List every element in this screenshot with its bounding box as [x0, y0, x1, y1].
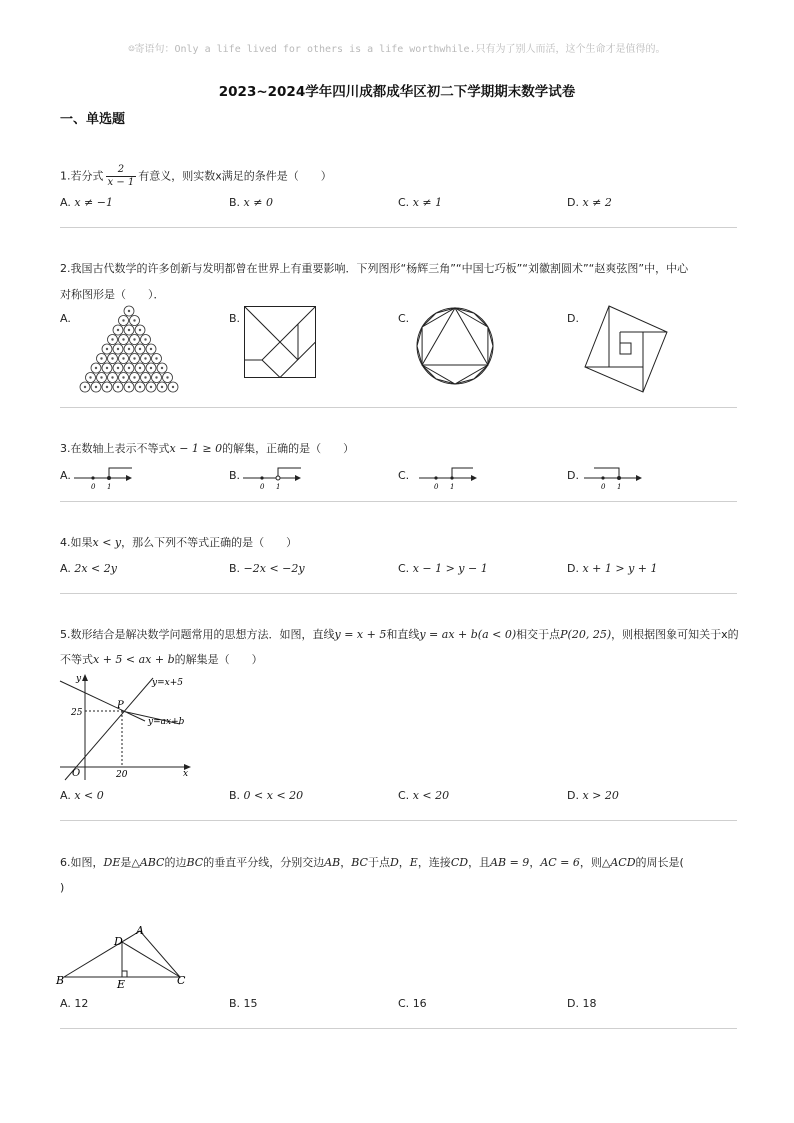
yanghui-cell-dot: [111, 376, 113, 378]
question-5: [60, 627, 738, 668]
q6-line-1: [60, 855, 738, 871]
yanghui-cell-dot: [128, 310, 130, 312]
option-letter: C.: [398, 997, 410, 1010]
yanghui-cell-dot: [144, 376, 146, 378]
yanghui-cell-dot: [117, 386, 119, 388]
q6-line-2: ): [60, 881, 65, 894]
q1-suffix: 有意义，则实数x满足的条件是（ ）: [138, 169, 332, 183]
q3-numberline-a: [74, 465, 134, 491]
q6-text: 是△: [120, 856, 140, 869]
line-y-x-plus-5: [65, 678, 153, 780]
line2-label: y=ax+b: [148, 717, 185, 727]
tangram-line: [262, 307, 316, 361]
option-letter: B.: [229, 789, 241, 802]
option-value: x + 1 > y + 1: [582, 562, 658, 575]
yanghui-cell-dot: [95, 367, 97, 369]
option-letter: D.: [567, 562, 579, 575]
liuhui-circle-figure: [414, 305, 496, 387]
q6-text: ，且: [468, 856, 491, 869]
q5-text: ，则根据图象可知关于x的: [611, 628, 739, 641]
point-e-label: E: [117, 978, 126, 991]
q6-option-b[interactable]: [229, 997, 258, 1010]
yanghui-cell-dot: [150, 367, 152, 369]
q6-math: CD: [450, 856, 469, 869]
option-value: −2x < −2y: [243, 562, 305, 575]
option-value: x ≠ 2: [582, 196, 612, 209]
q2-option-d[interactable]: D.: [567, 312, 579, 325]
question-1: [60, 164, 738, 189]
y-axis-label: y: [76, 674, 82, 684]
tick-label: 0: [601, 483, 606, 491]
yanghui-cell-dot: [128, 329, 130, 331]
option-value: x − 1 > y − 1: [412, 562, 488, 575]
yanghui-cell-dot: [139, 367, 141, 369]
q6-text: ，: [398, 856, 410, 869]
divider: [60, 820, 737, 821]
q6-math: BC: [186, 856, 204, 869]
yanghui-cell-dot: [144, 338, 146, 340]
segment-cd: [122, 942, 180, 977]
option-letter: C.: [398, 789, 410, 802]
q1-prefix: 1.若分式: [60, 169, 104, 183]
yanghui-cell-dot: [100, 376, 102, 378]
q6-math: D: [389, 856, 399, 869]
q5-line-2: [60, 652, 738, 668]
vertex-b-label: B: [56, 974, 65, 987]
q3-option-d[interactable]: D.: [567, 469, 579, 482]
q3-suffix: 的解集，正确的是（ ）: [222, 442, 355, 455]
q4-math: x < y: [92, 536, 122, 549]
yanghui-cell-dot: [122, 338, 124, 340]
yanghui-cell-dot: [150, 348, 152, 350]
yanghui-triangle-figure: [75, 304, 185, 394]
option-letter: C.: [398, 562, 410, 575]
point-p-label: P: [117, 700, 124, 711]
option-value: x < 0: [74, 789, 104, 802]
q5-option-c[interactable]: [398, 789, 449, 802]
q4-option-d[interactable]: [567, 562, 658, 575]
yanghui-cell-dot: [117, 329, 119, 331]
option-value: 18: [582, 997, 597, 1010]
option-letter: A.: [60, 196, 71, 209]
section-heading: 一、单选题: [60, 112, 126, 127]
y-arrow-icon: [82, 674, 88, 681]
yanghui-cell-dot: [161, 386, 163, 388]
q4-prefix: 4.如果: [60, 536, 93, 549]
option-letter: B.: [229, 562, 241, 575]
q4-option-a[interactable]: [60, 562, 117, 575]
yanghui-cell-dot: [84, 386, 86, 388]
inscribed-hexagon: [422, 308, 488, 384]
option-value: x ≠ 1: [412, 196, 443, 209]
q5-text: 不等式: [60, 653, 93, 666]
q6-math: DE: [103, 856, 121, 869]
yanghui-cell-dot: [133, 376, 135, 378]
q1-option-c[interactable]: [398, 196, 442, 209]
inner-square: [620, 343, 631, 354]
option-value: x ≠ −1: [74, 196, 113, 209]
q2-line-2: 对称图形是（ ）．: [60, 288, 165, 301]
vertex-a-label: A: [136, 924, 144, 937]
q5-text: 和直线: [386, 628, 420, 641]
option-value: x > 20: [582, 789, 619, 802]
q5-line-1: [60, 627, 738, 643]
question-4: [60, 535, 738, 551]
q3-option-b[interactable]: B.: [229, 469, 241, 482]
q5-text: 的解集是（ ）: [174, 653, 263, 666]
tick-label: 0: [434, 483, 439, 491]
question-2: [60, 261, 738, 303]
q4-suffix: ，那么下列不等式正确的是（ ）: [121, 536, 298, 549]
yanghui-cell-dot: [128, 367, 130, 369]
q2-option-b[interactable]: B.: [229, 312, 241, 325]
x-axis-label: x: [183, 769, 189, 779]
yanghui-cell-dot: [139, 329, 141, 331]
q6-math: ABC: [139, 856, 165, 869]
divider: [60, 407, 737, 408]
q3-numberline-d: [584, 465, 644, 491]
option-value: 2x < 2y: [74, 562, 117, 575]
page-title: 2023~2024学年四川成都成华区初二下学期期末数学试卷: [218, 84, 576, 100]
x-tick-label: 20: [116, 770, 128, 780]
q5-graph: [60, 674, 200, 780]
right-angle-mark: [122, 971, 127, 977]
yanghui-cell-dot: [106, 367, 108, 369]
yanghui-circles: [80, 306, 178, 392]
option-letter: B.: [229, 997, 241, 1010]
q5-math: x + 5 < ax + b: [93, 653, 175, 666]
q6-math: BC: [351, 856, 368, 869]
yanghui-cell-dot: [155, 376, 157, 378]
question-6: [60, 855, 738, 896]
q1-frac-denominator: x − 1: [107, 177, 135, 188]
q6-math: AB: [324, 856, 341, 869]
q3-option-c[interactable]: C.: [398, 469, 410, 482]
yanghui-cell-dot: [128, 386, 130, 388]
point-d-label: D: [114, 935, 123, 948]
yanghui-cell-dot: [161, 367, 163, 369]
q2-line-1: 2.我国古代数学的许多创新与发明都曾在世界上有重要影响．下列图形“杨辉三角”“中国七巧板”“刘徽割圆术”“赵爽弦图”中，中心: [60, 262, 689, 275]
tick-label: 1: [617, 483, 622, 491]
yanghui-cell-dot: [133, 319, 135, 321]
q5-option-d[interactable]: [567, 789, 619, 802]
q1-fraction: [106, 164, 137, 189]
q1-frac-numerator: 2: [106, 164, 137, 177]
q2-option-c[interactable]: C.: [398, 312, 410, 325]
q3-numberline-b: [243, 465, 303, 491]
tick-label: 1: [276, 483, 281, 491]
y-tick-label: 25: [71, 708, 83, 718]
q1-option-d[interactable]: [567, 196, 612, 209]
q6-text: 的边: [164, 856, 187, 869]
tick-label: 1: [107, 483, 112, 491]
q6-text: 的周长是(: [635, 856, 684, 869]
yanghui-cell-dot: [95, 386, 97, 388]
q6-text: ，连接: [417, 856, 451, 869]
yanghui-cell-dot: [128, 348, 130, 350]
yanghui-cell-dot: [122, 357, 124, 359]
yanghui-cell-dot: [117, 367, 119, 369]
q6-text: 的垂直平分线，分别交边: [203, 856, 325, 869]
yanghui-cell-dot: [133, 357, 135, 359]
q5-text: 5.数形结合是解决数学问题常用的思想方法．如图，直线: [60, 628, 335, 641]
yanghui-cell-dot: [117, 348, 119, 350]
yanghui-cell-dot: [89, 376, 91, 378]
tangram-line: [245, 307, 281, 343]
q5-option-a[interactable]: [60, 789, 104, 802]
q5-text: 相交于点: [516, 628, 561, 641]
q6-text: ，: [340, 856, 352, 869]
option-value: 12: [74, 997, 89, 1010]
vertex-c-label: C: [177, 974, 186, 987]
q6-math: AC = 6: [540, 856, 580, 869]
yanghui-cell-dot: [122, 319, 124, 321]
yanghui-cell-dot: [106, 348, 108, 350]
yanghui-cell-dot: [155, 357, 157, 359]
q6-text: 6.如图，: [60, 856, 104, 869]
q6-math: AB = 9: [490, 856, 530, 869]
option-value: 0 < x < 20: [243, 789, 304, 802]
q3-numberline-c: [419, 465, 479, 491]
option-letter: D.: [567, 196, 579, 209]
line1-label: y=x+5: [152, 678, 183, 688]
option-value: x ≠ 0: [243, 196, 273, 209]
q3-math: x − 1 ≥ 0: [169, 442, 223, 455]
q6-triangle-figure: [56, 924, 196, 990]
yanghui-cell-dot: [139, 386, 141, 388]
circle-outline: [417, 308, 493, 384]
origin-label: O: [72, 768, 81, 779]
q6-option-a[interactable]: [60, 997, 88, 1010]
tangram-line: [262, 360, 280, 378]
tangram-line: [280, 342, 298, 360]
option-letter: A.: [60, 562, 71, 575]
divider: [60, 501, 737, 502]
yanghui-cell-dot: [106, 386, 108, 388]
option-value: x < 20: [412, 789, 450, 802]
option-letter: A.: [60, 997, 71, 1010]
q3-option-a[interactable]: A.: [60, 469, 71, 482]
yanghui-cell-dot: [166, 376, 168, 378]
q6-option-d[interactable]: [567, 997, 596, 1010]
option-letter: C.: [398, 196, 410, 209]
divider: [60, 1028, 737, 1029]
divider: [60, 593, 737, 594]
question-3: [60, 441, 738, 457]
yanghui-cell-dot: [111, 338, 113, 340]
q3-prefix: 3.在数轴上表示不等式: [60, 442, 170, 455]
yanghui-cell-dot: [144, 357, 146, 359]
tangram-figure: [244, 306, 316, 378]
q6-text: ，: [529, 856, 541, 869]
q4-option-b[interactable]: [229, 562, 305, 575]
q6-math: ACD: [610, 856, 636, 869]
q1-option-a[interactable]: [60, 196, 113, 209]
q4-option-c[interactable]: [398, 562, 488, 575]
q5-math: y = ax + b(a < 0): [419, 628, 517, 641]
option-letter: B.: [229, 196, 241, 209]
tick-label: 1: [450, 483, 455, 491]
option-value: 16: [412, 997, 427, 1010]
q6-text: ，则△: [579, 856, 611, 869]
q1-option-b[interactable]: [229, 196, 273, 209]
option-value: 15: [243, 997, 258, 1010]
q2-option-a[interactable]: A.: [60, 312, 71, 325]
tick-label: 0: [91, 483, 96, 491]
yanghui-cell-dot: [133, 338, 135, 340]
option-letter: A.: [60, 789, 71, 802]
zhaoshuang-figure: [585, 306, 667, 396]
yanghui-cell-dot: [111, 357, 113, 359]
yanghui-cell-dot: [122, 376, 124, 378]
outer-square: [585, 306, 667, 392]
yanghui-cell-dot: [172, 386, 174, 388]
q5-math: y = x + 5: [334, 628, 387, 641]
q6-math: E: [409, 856, 418, 869]
q5-math: P(20, 25): [560, 628, 612, 641]
q6-option-c[interactable]: [398, 997, 427, 1010]
q5-option-b[interactable]: [229, 789, 303, 802]
tick-label: 0: [260, 483, 265, 491]
divider: [60, 227, 737, 228]
yanghui-cell-dot: [100, 357, 102, 359]
option-letter: D.: [567, 997, 579, 1010]
header-motto: ☺寄语句：Only a life lived for others is a life worthwhile.只有为了别人而活，这个生命才是值得的。: [128, 44, 666, 55]
yanghui-cell-dot: [150, 386, 152, 388]
option-letter: D.: [567, 789, 579, 802]
yanghui-cell-dot: [139, 348, 141, 350]
q6-text: 于点: [367, 856, 390, 869]
